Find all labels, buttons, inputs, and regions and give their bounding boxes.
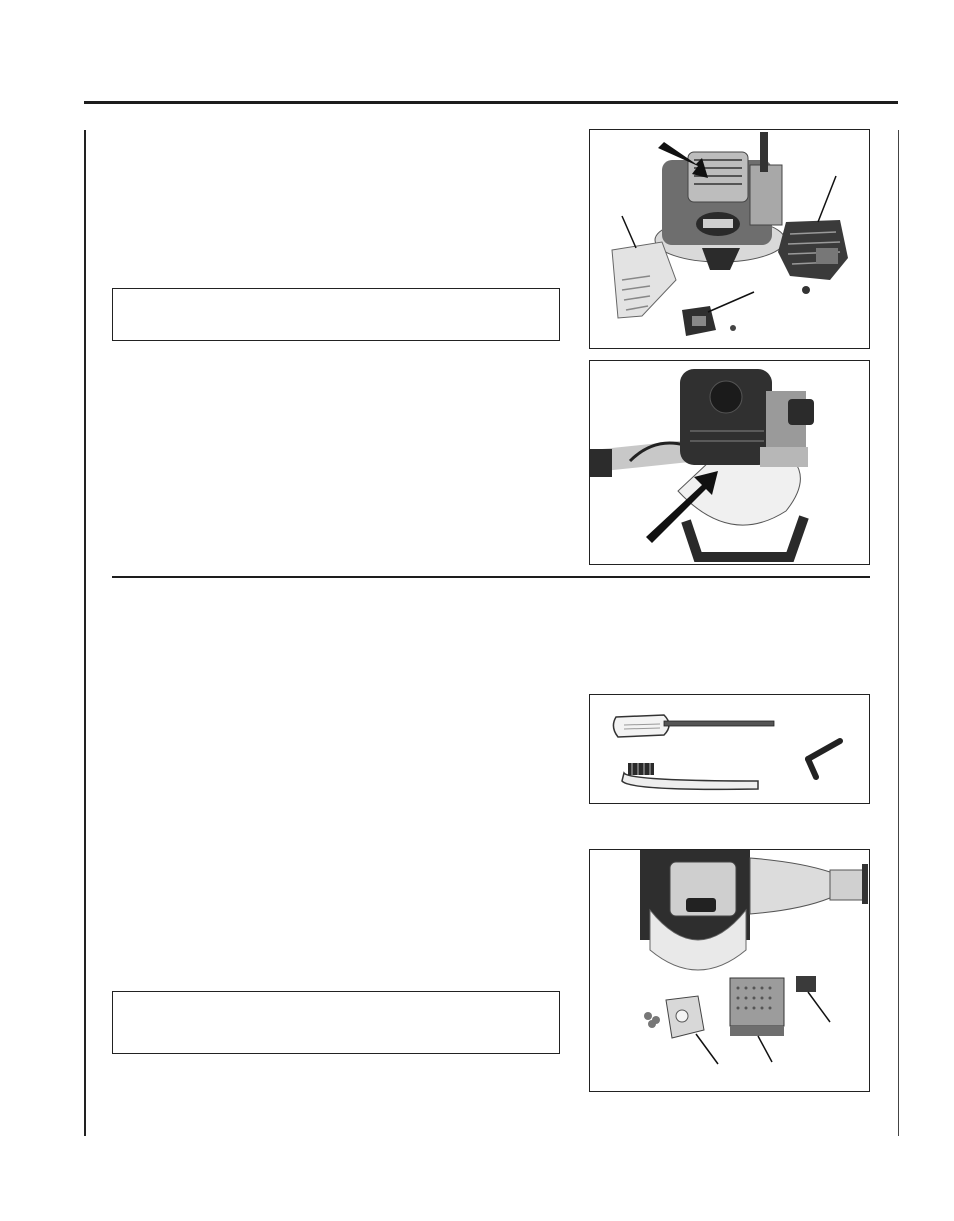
muffler-exploded-icon — [590, 850, 868, 1090]
note-box-1 — [112, 288, 560, 341]
figure-tools — [589, 694, 870, 804]
engine-fuel-tank-icon — [590, 361, 868, 563]
engine-exploded-icon — [590, 130, 868, 347]
tools-icon — [590, 695, 868, 802]
left-margin-line — [84, 130, 86, 1136]
figure-engine-covers — [589, 129, 870, 349]
section-divider — [112, 576, 870, 578]
header-rule — [84, 101, 898, 104]
figure-muffler — [589, 849, 870, 1092]
figure-fuel-line — [589, 360, 870, 565]
note-box-2 — [112, 991, 560, 1054]
right-margin-line — [898, 130, 899, 1136]
